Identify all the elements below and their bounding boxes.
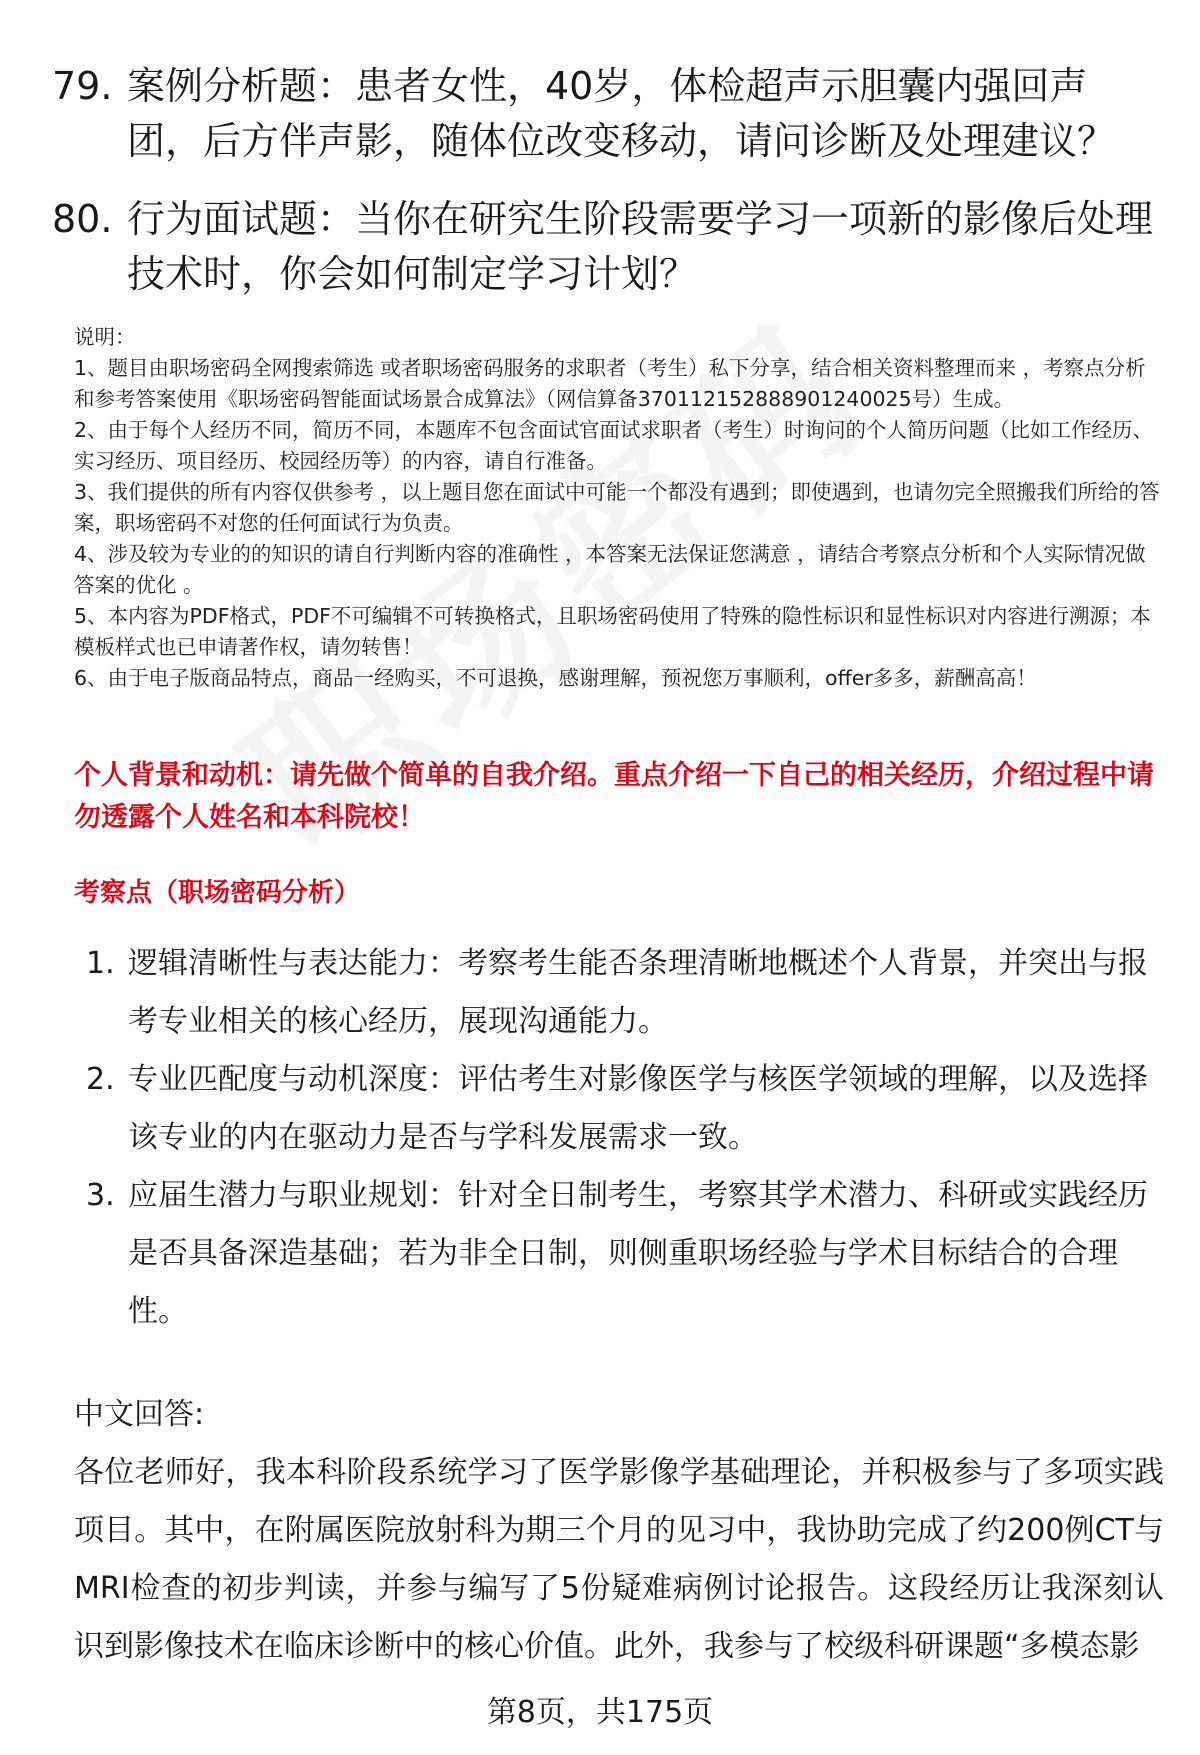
analysis-heading: 考察点（职场密码分析）	[74, 878, 361, 908]
analysis-item-text: 逻辑清晰性与表达能力：考察考生能否条理清晰地概述个人背景，并突出与报考专业相关的核心经历，展现沟通能力。	[128, 946, 1148, 1039]
question-number: 80.	[52, 197, 113, 241]
analysis-item-number: 1.	[86, 946, 115, 981]
analysis-list	[86, 935, 1166, 1341]
question-80	[52, 192, 1162, 302]
analysis-item	[86, 1167, 1166, 1341]
question-number: 79.	[52, 64, 113, 108]
analysis-item-number: 3.	[86, 1178, 115, 1213]
background-heading: 个人背景和动机：请先做个简单的自我介绍。重点介绍一下自己的相关经历，介绍过程中请勿透露个人姓名和本科院校！	[74, 760, 1154, 833]
note-item: 6、由于电子版商品特点，商品一经购买，不可退换，感谢理解，预祝您万事顺利，offer多多，薪酬高高！	[74, 666, 1037, 690]
notes-section	[74, 322, 1164, 694]
note-item: 5、本内容为PDF格式，PDF不可编辑不可转换格式，且职场密码使用了特殊的隐性标识和显性标识对内容进行溯源；本模板样式也已申请著作权，请勿转售！	[74, 604, 1151, 659]
analysis-item-text: 专业匹配度与动机深度：评估考生对影像医学与核医学领域的理解，以及选择该专业的内在驱动力是否与学科发展需求一致。	[128, 1062, 1148, 1155]
question-79	[52, 59, 1162, 169]
answer-label: 中文回答:	[74, 1397, 205, 1432]
note-item: 3、我们提供的所有内容仅供参考 ，以上题目您在面试中可能一个都没有遇到；即使遇到，也请勿完全照搬我们所给的答案，职场密码不对您的任何面试行为负责。	[74, 480, 1160, 535]
note-item: 4、涉及较为专业的的知识的请自行判断内容的准确性 ，本答案无法保证您满意 ，请结合考察点分析和个人实际情况做答案的优化 。	[74, 542, 1146, 597]
answer-section	[74, 1386, 1164, 1676]
analysis-item	[86, 1051, 1166, 1167]
page-footer: 第8页，共175页	[486, 1695, 714, 1730]
note-item: 2、由于每个人经历不同，简历不同，本题库不包含面试官面试求职者（考生）时询问的个人简历问题（比如工作经历、实习经历、项目经历、校园经历等）的内容，请自行准备。	[74, 418, 1154, 473]
notes-title: 说明：	[74, 325, 136, 349]
analysis-item-text: 应届生潜力与职业规划：针对全日制考生，考察其学术潜力、科研或实践经历是否具备深造基础；若为非全日制，则侧重职场经验与学术目标结合的合理性。	[128, 1178, 1148, 1329]
question-text: 案例分析题：患者女性，40岁，体检超声示胆囊内强回声团，后方伴声影，随体位改变移动，请问诊断及处理建议？	[127, 64, 1116, 163]
analysis-item	[86, 935, 1166, 1051]
note-item: 1、题目由职场密码全网搜索筛选 或者职场密码服务的求职者（考生）私下分享，结合相关资料整理而来 ，考察点分析和参考答案使用《职场密码智能面试场景合成算法》（网信算备370112152888901240025号）生成。	[74, 356, 1146, 411]
question-text: 行为面试题：当你在研究生阶段需要学习一项新的影像后处理技术时，你会如何制定学习计划？	[127, 197, 1154, 296]
analysis-item-number: 2.	[86, 1062, 115, 1097]
answer-text: 各位老师好，我本科阶段系统学习了医学影像学基础理论，并积极参与了多项实践项目。其中，在附属医院放射科为期三个月的见习中，我协助完成了约200例CT与MRI检查的初步判读，并参与编写了5份疑难病例讨论报告。这段经历让我深刻认识到影像技术在临床诊断中的核心价值。此外，我参与了校级科研课题“多模态影	[74, 1455, 1164, 1664]
